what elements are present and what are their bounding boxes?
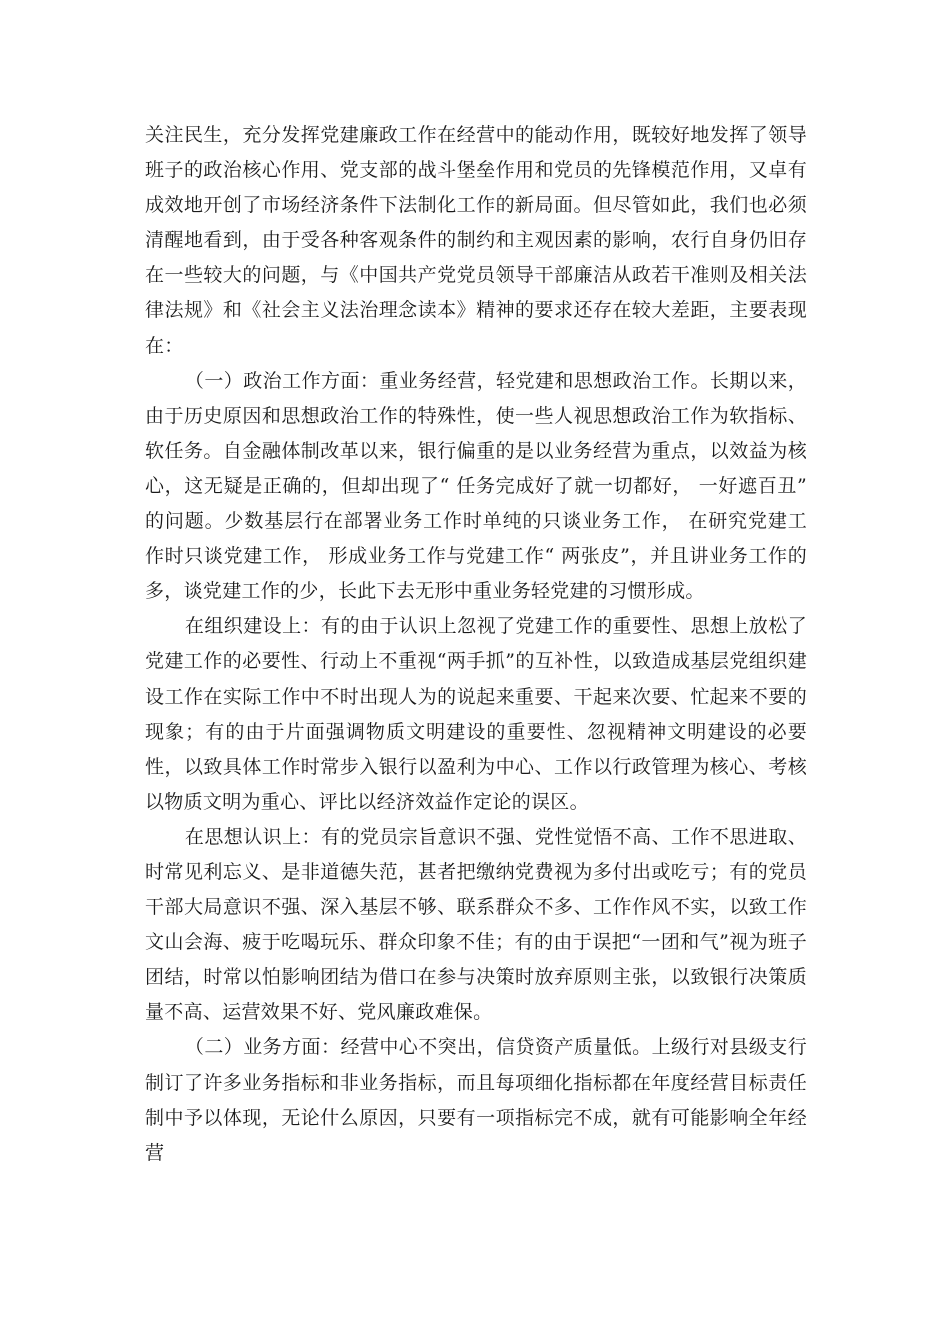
paragraph-political-work: （一）政治工作方面：重业务经营，轻党建和思想政治工作。长期以来，由于历史原因和思想政治工作的特殊性，使一些人视思想政治工作为软指标、软任务。自金融体制改革以来，银行偏重的是以业务经营为重点，以效益为核心，这无疑是正确的，但却出现了“ 任务完成好了就一切都好， 一好遮百丑” 的问题。少数基层行在部署业务工作时单纯的只谈业务工作， 在研究党建工作时只谈党建工作， 形成业务工作与党建工作“ 两张皮”，并且讲业务工作的多，谈党建工作的少，长此下去无形中重业务轻党建的习惯形成。: [145, 369, 807, 603]
paragraph-ideological-understanding: 在思想认识上：有的党员宗旨意识不强、党性觉悟不高、工作不思进取、时常见利忘义、是非道德失范，甚者把缴纳党费视为多付出或吃亏；有的党员干部大局意识不强、深入基层不够、联系群众不多、工作作风不实，以致工作文山会海、疲于吃喝玩乐、群众印象不佳；有的由于误把“一团和气”视为班子团结，时常以怕影响团结为借口在参与决策时放弃原则主张，以致银行决策质量不高、运营效果不好、党风廉政难保。: [145, 825, 807, 1024]
paragraph-intro-continuation: 关注民生，充分发挥党建廉政工作在经营中的能动作用，既较好地发挥了领导班子的政治核心作用、党支部的战斗堡垒作用和党员的先锋模范作用，又卓有成效地开创了市场经济条件下法制化工作的新局面。但尽管如此，我们也必须清醒地看到，由于受各种客观条件的制约和主观因素的影响，农行自身仍旧存在一些较大的问题，与《中国共产党党员领导干部廉洁从政若干准则及相关法律法规》和《社会主义法治理念读本》精神的要求还存在较大差距，主要表现在：: [145, 124, 807, 357]
paragraph-business-aspect: （二）业务方面：经营中心不突出，信贷资产质量低。上级行对县级支行制订了许多业务指标和非业务指标，而且每项细化指标都在年度经营目标责任制中予以体现，无论什么原因，只要有一项指标完不成，就有可能影响全年经营: [145, 1036, 807, 1164]
paragraph-organization-building: 在组织建设上：有的由于认识上忽视了党建工作的重要性、思想上放松了党建工作的必要性、行动上不重视“两手抓”的互补性，以致造成基层党组织建设工作在实际工作中不时出现人为的说起来重要、干起来次要、忙起来不要的现象；有的由于片面强调物质文明建设的重要性、忽视精神文明建设的必要性，以致具体工作时常步入银行以盈利为中心、工作以行政管理为核心、考核以物质文明为重心、评比以经济效益作定论的误区。: [145, 615, 807, 813]
document-body: [145, 118, 807, 1171]
